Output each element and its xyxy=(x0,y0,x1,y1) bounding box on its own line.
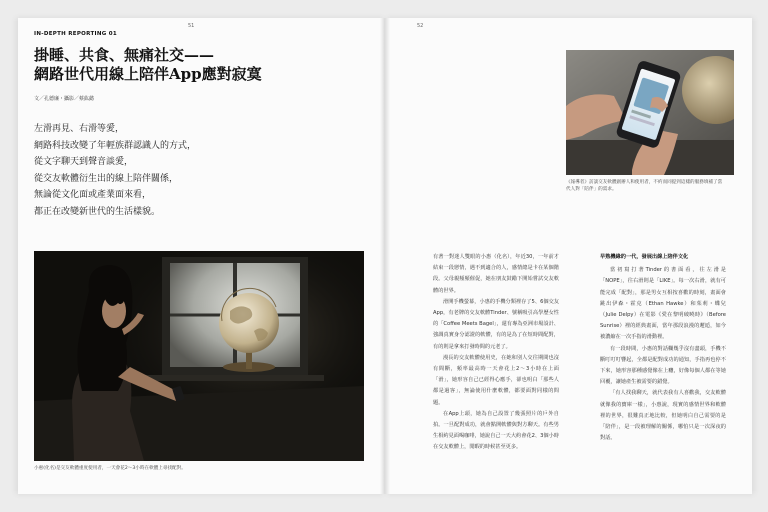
section-label: IN-DEPTH REPORTING 01 xyxy=(34,31,118,37)
lede-line: 都正在改變新世代的生活樣貌。 xyxy=(34,206,161,217)
woman-globe-illustration xyxy=(34,251,364,461)
subheading: 早熟機緣的一代，發展出線上陪伴文化 xyxy=(600,254,689,260)
headline xyxy=(34,46,364,84)
phone-hand-illustration xyxy=(566,50,734,175)
right-page xyxy=(385,18,752,494)
paragraph: 滑開手機螢幕，小惠的手機分類裡存了5、6個交友App，有老牌的交友軟體Tinder、號稱吸引高學歷女性的「Coffee Meets Bagel」，還有專為亞洲市場設計、強調真實身分認證的軟體，有的是為了在短時間配對，有的則是拿來打發時間的元老了。 xyxy=(433,298,559,350)
paragraph: 有一段時間，小惠的對話欄幾乎沒有盡頭，手機不斷叮叮叮響起，全都是配對成功的通知，手指再也停不下來，她形容那種感覺像在上癮，好像每個人都在等她回覆，讓她產生被需要的錯覺。 xyxy=(600,345,726,386)
lede-line: 無論從文化面或產業面來看， xyxy=(34,190,152,200)
main-photo-caption: 小惠(化名)是交友軟體重度使用者，一天會花2〜3小時在軟體上尋找配對。 xyxy=(34,466,186,471)
lede xyxy=(34,121,196,220)
phone-photo xyxy=(566,50,734,175)
paragraph: 有著一對迷人雙眼的小惠（化名），年近30，一年前才結束一段戀情，遇不到適合的人，感情總是卡在某個階段。父母親頻頻催促，她在朋友鼓勵下開始嘗試交友軟體的世界。 xyxy=(433,254,559,294)
lede-line: 從交友軟體衍生出的線上陪伴關係， xyxy=(34,173,179,184)
paragraph: 「有人找我聊天，就代表我有人喜歡我，交友軟體就像我的寶庫一樣」，小惠說，現實的感情世界和軟體裡的世界，很難真正地比較，但她明白自己需要的是「陪伴」，是一段被理解的關係，哪怕只是一次深夜的對話。 xyxy=(600,390,726,442)
lede-line: 從文字聊天到聲音談愛， xyxy=(34,157,134,167)
headline-line-2: 網路世代用線上陪伴App應對寂寞 xyxy=(34,65,262,83)
lede-line: 網路科技改變了年輕族群認識人的方式， xyxy=(34,140,197,151)
book-gutter xyxy=(380,18,390,494)
lede-line: 左滑再見、右滑等愛， xyxy=(34,124,125,134)
left-page xyxy=(18,18,385,494)
paragraph: 漫長的交友軟體使用史，在她和別人交往期間也沒有間斷，頻率最高時一天會花上2〜3小時在上面「滑」，她形容自己已經得心應手，卻也明白「那些人都是過客」，無論使用什麼軟體，都要面對同樣的問題。 xyxy=(433,354,559,406)
phone-photo-caption: 《報導者》訪談交友軟體創辦人和使用者，不約而同提到這樣的服務填補了當代人對「陪伴」的需求。 xyxy=(566,180,723,192)
page-number-left: 51 xyxy=(188,23,195,29)
headline-line-1: 掛睡、共食、無痛社交—— xyxy=(34,46,215,64)
woman-globe-photo xyxy=(34,251,364,461)
page-number-right: 52 xyxy=(417,23,424,29)
paragraph: 當初寫打著Tinder的書面看，往左滑是「NOPE」，往右滑則是「LIKE」。每一次右滑，就有可能完成「配對」，那是男女互相按喜歡的時刻，畫面會跳出伊森・霍克（Ethan Hawke）和茱莉・蝶兒（Julie Delpy）在電影《愛在黎明破曉時》（Before Sunrise）裡的經典畫面，當年那段浪漫的邂逅，如今被濃縮在一次手指的滑動裡。 xyxy=(600,267,726,341)
paragraph: 在App上頭，她為自己設置了幾張照片的戶外自拍。一旦配對成功，就會點開軟體與對方聊天。有些男生相約見面喝咖啡，她說自己一天大約會花2、3個小時在交友軟體上，閒暇的時候甚至更多。 xyxy=(433,410,559,451)
article-column-1 xyxy=(433,252,559,454)
article-column-2 xyxy=(600,252,726,444)
byline: 文／孔德廉・攝影／蔡紘懿 xyxy=(34,96,95,102)
